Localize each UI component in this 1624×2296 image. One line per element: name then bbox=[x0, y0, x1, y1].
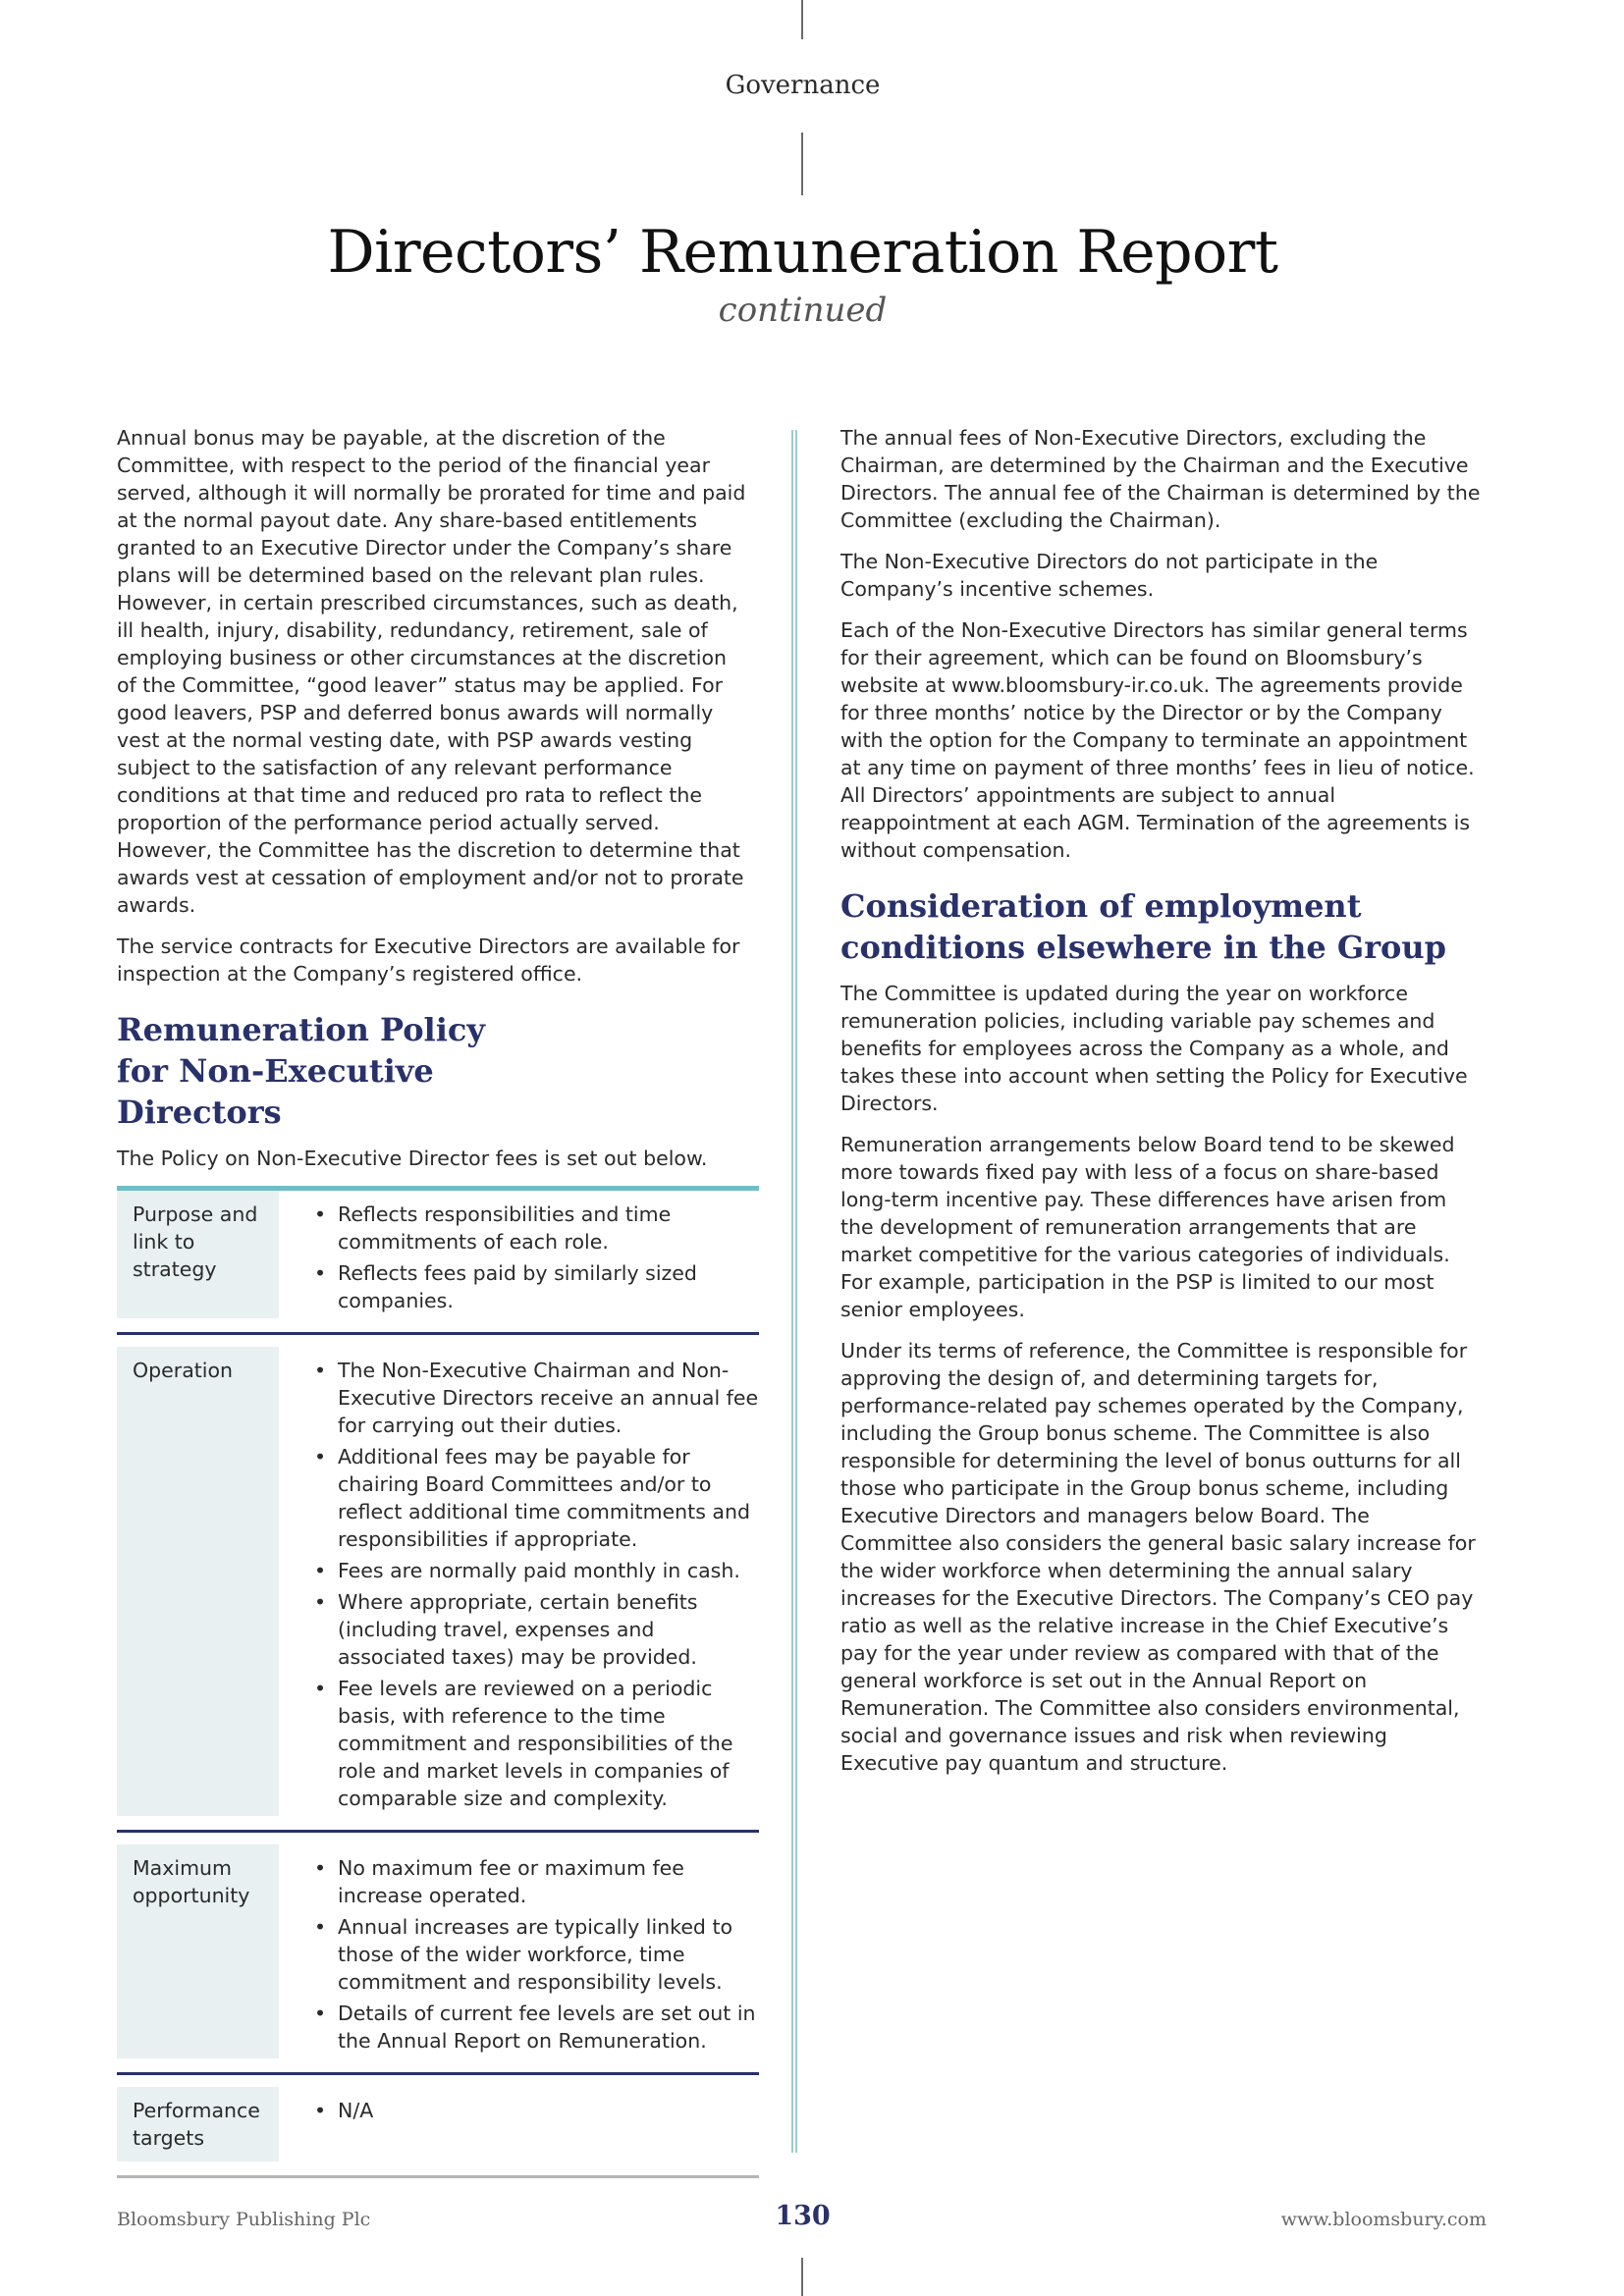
footer-website-link[interactable]: www.bloomsbury.com bbox=[1280, 2209, 1487, 2230]
section-label: Governance bbox=[725, 71, 881, 100]
right-column bbox=[840, 424, 1484, 1790]
policy-row bbox=[117, 1833, 759, 2075]
footer-company: Bloomsbury Publishing Plc bbox=[117, 2209, 371, 2230]
policy-bullet: • Fees are normally paid monthly in cash. bbox=[314, 1557, 759, 1584]
policy-row-label: Operation bbox=[117, 1347, 279, 1816]
header-rule bbox=[801, 133, 803, 195]
body-paragraph: Under its terms of reference, the Committee is responsible for approving the design of, and determining targets for, performance-related pay schemes operated by the Company, including the Group bonus scheme. The Committee is also responsible for determining the level of bonus outturns for all those who participate in the Group bonus scheme, including Executive Directors and managers below Board. The Committee also considers the general basic salary increase for the wider workforce when determining the annual salary increases for the Executive Directors. The Company’s CEO pay ratio as well as the relative increase in the Chief Executive’s pay for the year under review as compared with that of the general workforce is set out in the Annual Report on Remuneration. The Committee also considers environmental, social and governance issues and risk when reviewing Executive pay quantum and structure. bbox=[840, 1339, 1476, 1775]
body-paragraph: Remuneration arrangements below Board tend to be skewed more towards fixed pay with less of a focus on share-based long-term incentive pay. These differences have arisen from the development of remuneration arrangements that are market competitive for the various categories of individuals. For example, participation in the PSP is limited to our most senior employees. bbox=[840, 1133, 1455, 1321]
policy-row-label: Purpose and link to strategy bbox=[117, 1191, 279, 1318]
policy-row bbox=[117, 1335, 759, 1833]
body-paragraph: The Non-Executive Directors do not participate in the Company’s incentive schemes. bbox=[840, 550, 1379, 601]
policy-row-label: Maximum opportunity bbox=[117, 1844, 279, 2058]
policy-row-content bbox=[314, 2087, 759, 2162]
policy-bullet: • N/A bbox=[314, 2097, 759, 2124]
policy-bullet: • No maximum fee or maximum fee increase operated. bbox=[314, 1854, 759, 1909]
policy-bullet: • Reflects responsibilities and time commitments of each role. bbox=[314, 1201, 759, 1255]
left-column bbox=[117, 424, 759, 2178]
bottom-rule bbox=[801, 2258, 803, 2296]
page-title: Directors’ Remuneration Report bbox=[327, 218, 1278, 287]
policy-intro: The Policy on Non-Executive Director fees is set out below. bbox=[117, 1147, 708, 1170]
policy-row bbox=[117, 2075, 759, 2178]
body-paragraph: The Committee is updated during the year on workforce remuneration policies, including variable pay schemes and benefits for employees across the Company as a whole, and takes these into account when setting the Policy for Executive Directors. bbox=[840, 982, 1468, 1115]
policy-bullet: • Additional fees may be payable for chairing Board Committees and/or to reflect additional time commitments and responsibilities if appropriate. bbox=[314, 1443, 759, 1553]
policy-bullet: • Details of current fee levels are set out in the Annual Report on Remuneration. bbox=[314, 2000, 759, 2055]
policy-row-content bbox=[314, 1844, 759, 2058]
section-heading: Remuneration Policy for Non-Executive Directors bbox=[117, 1011, 485, 1131]
page-number: 130 bbox=[775, 2201, 831, 2231]
column-divider bbox=[791, 430, 797, 2153]
body-paragraph: The service contracts for Executive Directors are available for inspection at the Company’s registered office. bbox=[117, 934, 740, 986]
policy-bullet: • Where appropriate, certain benefits (including travel, expenses and associated taxes) may be provided. bbox=[314, 1588, 759, 1671]
body-paragraph: The annual fees of Non-Executive Directors, excluding the Chairman, are determined by the Chairman and the Executive Directors. The annual fee of the Chairman is determined by the Committee (excluding the Chairman). bbox=[840, 426, 1481, 532]
body-paragraph: Annual bonus may be payable, at the discretion of the Committee, with respect to the period of the financial year served, although it will normally be prorated for time and paid at the normal payout date. Any share-based entitlements granted to an Executive Director under the Company’s share plans will be determined based on the relevant plan rules. However, in certain prescribed circumstances, such as death, ill health, injury, disability, redundancy, retirement, sale of employing business or other circumstances at the discretion of the Committee, “good leaver” status may be applied. For good leavers, PSP and deferred bonus awards will normally vest at the normal vesting date, with PSP awards vesting subject to the satisfaction of any relevant performance conditions at that time and reduced pro rata to reflect the proportion of the performance period actually served. However, the Committee has the discretion to determine that awards vest at cessation of employment and/or not to prorate awards. bbox=[117, 426, 746, 917]
policy-bullet: • Reflects fees paid by similarly sized companies. bbox=[314, 1259, 759, 1314]
policy-row-content bbox=[314, 1347, 759, 1816]
body-paragraph: Each of the Non-Executive Directors has similar general terms for their agreement, which can be found on Bloomsbury’s website at www.bloomsbury-ir.co.uk. The agreements provide for three months’ notice by the Director or by the Company with the option for the Company to terminate an appointment at any time on payment of three months’ fees in lieu of notice. All Directors’ appointments are subject to annual reappointment at each AGM. Termination of the agreements is without compensation. bbox=[840, 618, 1475, 862]
policy-bullet: • Annual increases are typically linked to those of the wider workforce, time commitment and responsibility levels. bbox=[314, 1913, 759, 1996]
policy-row bbox=[117, 1191, 759, 1335]
section-heading: Consideration of employment conditions elsewhere in the Group bbox=[840, 887, 1447, 966]
page-subtitle: continued bbox=[718, 291, 888, 330]
policy-bullet: • Fee levels are reviewed on a periodic basis, with reference to the time commitment and responsibilities of the role and market levels in companies of comparable size and complexity. bbox=[314, 1675, 759, 1812]
policy-bullet: • The Non-Executive Chairman and Non-Executive Directors receive an annual fee for carrying out their duties. bbox=[314, 1357, 759, 1439]
policy-row-content bbox=[314, 1191, 759, 1318]
top-rule bbox=[801, 0, 803, 39]
policy-table bbox=[117, 1186, 759, 2178]
policy-row-label: Performance targets bbox=[117, 2087, 279, 2162]
